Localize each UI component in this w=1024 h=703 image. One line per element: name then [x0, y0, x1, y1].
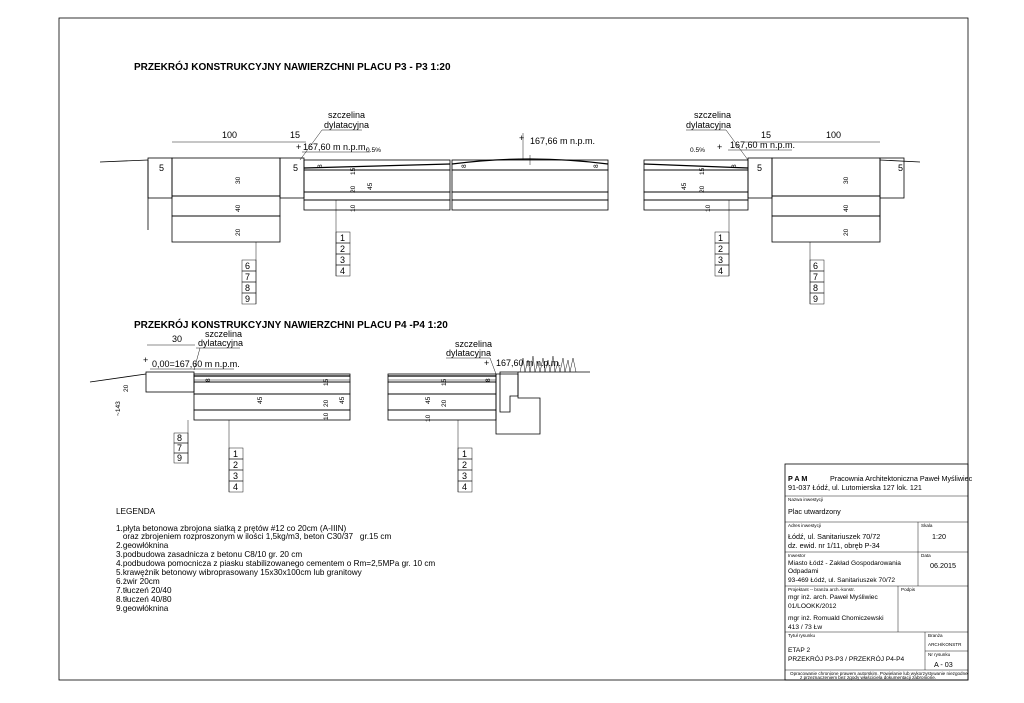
- dim-8-p4-left: 8: [205, 378, 212, 382]
- dim-15-right-v: 15: [699, 167, 706, 175]
- callout-4-right: 4: [718, 266, 724, 276]
- tb-address-2: dz. ewid. nr 1/11, obręb P-34: [788, 541, 880, 550]
- callout-1-p4-left: 1: [233, 449, 239, 459]
- dim-8-p4-right: 8: [485, 378, 492, 382]
- tb-label-designer: Projektant -- branża arch.-konstr.: [788, 587, 855, 592]
- gap-label-left-2: dylatacyjna: [324, 120, 370, 130]
- gap-label-p4-left-2: dylatacyjna: [198, 338, 244, 348]
- elevation-mark-mid: +: [519, 133, 525, 143]
- tb-designer-1: mgr inż. arch. Paweł Myśliwiec: [788, 594, 878, 601]
- tb-designer-2: 01/LOOKK/2012: [788, 603, 837, 610]
- tb-label-branch: Branża: [928, 633, 943, 638]
- dim-45-left-v: 45: [367, 182, 374, 190]
- tb-firm-address: 91-037 Łódź, ul. Lutomierska 127 lok. 121: [788, 483, 922, 492]
- gap-label-p4-right-2: dylatacyjna: [446, 348, 492, 358]
- dim-20-right-v: 20: [699, 185, 706, 193]
- legend-heading: LEGENDA: [116, 507, 156, 516]
- tb-branch: ARCH/KONSTR: [928, 642, 962, 647]
- tb-firm-name: Pracownia Architektoniczna Paweł Myśliwiec: [830, 474, 973, 483]
- callout-1-left: 1: [340, 233, 346, 243]
- dim-10-p4-left: 10: [323, 412, 330, 420]
- dim-15-left-v: 15: [350, 167, 357, 175]
- p3-left-structure: [148, 158, 450, 242]
- dim-100-right: 100: [826, 130, 842, 140]
- tb-label-investment: Nazwa inwestycji: [788, 497, 823, 502]
- gap-label-right-2: dylatacyjna: [686, 120, 732, 130]
- elevation-p3-right: 167,60 m n.p.m.: [730, 140, 796, 150]
- tb-investor-1: Miasto Łódź - Zakład Gospodarowania: [788, 560, 901, 567]
- callout-8-right: 8: [813, 283, 819, 293]
- callout-1-p4-right: 1: [462, 449, 468, 459]
- legend-item-1: 1.płyta betonowa zbrojona siatką z prętów #12 co 20cm (A-IIIN): [116, 524, 347, 533]
- dim-15-left: 15: [290, 130, 301, 140]
- tb-drawing-title-1: ETAP 2: [788, 647, 811, 654]
- dim-15-right: 15: [761, 130, 772, 140]
- dim-100-left: 100: [222, 130, 238, 140]
- p4-left-structure: [146, 372, 350, 420]
- legend-item-2: 2.geowłóknina: [116, 541, 169, 550]
- dim-8-mid-left: 8: [461, 164, 468, 168]
- elevation-mark-left: +: [296, 142, 302, 152]
- gap-label-p4-right-1: szczelina: [455, 339, 493, 349]
- dim-30-right: 30: [843, 176, 850, 184]
- callout-4-left: 4: [340, 266, 346, 276]
- elevation-mark-p4-left: +: [143, 355, 149, 365]
- slope-left: 0.5%: [366, 147, 382, 154]
- legend-item-1b: oraz zbrojeniem rozproszonym w ilości 1,5kg/m3, beton C30/37 gr.15 cm: [116, 532, 392, 541]
- tb-label-scale: Skala: [921, 523, 933, 528]
- callout-7-p4: 7: [177, 443, 183, 453]
- elevation-p4-right: 167,60 m n.p.m.: [496, 358, 562, 368]
- legend-item-3: 3.podbudowa zasadnicza z betonu C8/10 gr. 20 cm: [116, 550, 303, 559]
- tb-label-drawing-title: Tytuł rysunku: [788, 633, 816, 638]
- elevation-mark-p4-right: +: [484, 358, 490, 368]
- tb-investor-3: 93-469 Łódź, ul. Sanitariuszek 70/72: [788, 577, 896, 584]
- ground-line-p4: [90, 374, 146, 382]
- callout-9-left: 9: [245, 294, 251, 304]
- p3-middle-structure: [452, 155, 608, 210]
- callout-8-p4: 8: [177, 433, 183, 443]
- tb-label-address: Adres inwestycji: [788, 523, 821, 528]
- tb-label-investor: Inwestor: [788, 553, 806, 558]
- tb-scale: 1:20: [932, 532, 946, 541]
- title-section-p4: PRZEKRÓJ KONSTRUKCYJNY NAWIERZCHNI PLACU P4 -P4 1:20: [134, 320, 448, 331]
- dim-5-right-inner: 5: [757, 163, 763, 173]
- tb-investment: Plac utwardzony: [788, 507, 841, 516]
- dim-143-p4: ~143: [115, 401, 122, 416]
- dim-40-right: 40: [843, 204, 850, 212]
- dim-10-p4-right: 10: [425, 414, 432, 422]
- dim-45-right-v: 45: [681, 182, 688, 190]
- title-section-p3: PRZEKRÓJ KONSTRUKCYJNY NAWIERZCHNI PLACU P3 - P3 1:20: [134, 62, 451, 73]
- dim-15-p4-right: 15: [441, 378, 448, 386]
- dim-20-p4-left: 20: [323, 399, 330, 407]
- dim-5-left-outer: 5: [159, 163, 165, 173]
- callout-2-p4-right: 2: [462, 460, 468, 470]
- gap-label-left-1: szczelina: [328, 110, 366, 120]
- tb-address-1: Łódź, ul. Sanitariuszek 70/72: [788, 532, 881, 541]
- legend-item-8: 8.tłuczeń 40/80: [116, 595, 172, 604]
- callout-7-left: 7: [245, 272, 251, 282]
- dim-45-p4-left: 45: [257, 396, 264, 404]
- callout-3-p4-left: 3: [233, 471, 239, 481]
- legend-item-6: 6.żwir 20cm: [116, 577, 160, 586]
- callout-9-p4: 9: [177, 453, 183, 463]
- dim-8-mid-right: 8: [593, 164, 600, 168]
- dim-5-left-inner: 5: [293, 163, 299, 173]
- callout-3-right: 3: [718, 255, 724, 265]
- dim-20-left-v: 20: [350, 185, 357, 193]
- ground-line-left: [100, 160, 148, 162]
- tb-drawing-title-2: PRZEKRÓJ P3-P3 / PRZEKRÓJ P4-P4: [788, 656, 905, 663]
- callout-8-left: 8: [245, 283, 251, 293]
- gap-label-right-1: szczelina: [694, 110, 732, 120]
- callout-3-p4-right: 3: [462, 471, 468, 481]
- dim-8-left: 8: [317, 164, 324, 168]
- dim-20-p4-right: 20: [441, 399, 448, 407]
- elevation-p3-mid: 167,66 m n.p.m.: [530, 136, 596, 146]
- dim-5-right-outer: 5: [898, 163, 904, 173]
- ground-line-right: [880, 160, 920, 162]
- tb-label-signature: Podpis: [901, 587, 916, 592]
- elevation-p4-left: 0,00=167,60 m n.p.m.: [152, 359, 240, 369]
- elevation-p3-left: 167,60 m n.p.m.: [303, 142, 369, 152]
- gap-label-p4-left-1: szczelina: [205, 329, 243, 339]
- tb-investor-2: Odpadami: [788, 568, 819, 575]
- dim-10-right-v: 10: [705, 204, 712, 212]
- callout-2-p4-left: 2: [233, 460, 239, 470]
- tb-label-drawing-no: Nr rysunku: [928, 652, 951, 657]
- callout-3-left: 3: [340, 255, 346, 265]
- legend-item-9: 9.geowłóknina: [116, 604, 169, 613]
- callout-9-right: 9: [813, 294, 819, 304]
- slope-right: 0.5%: [690, 147, 706, 154]
- elevation-mark-right: +: [717, 142, 723, 152]
- dim-40-left: 40: [235, 204, 242, 212]
- p3-right-structure: [644, 158, 904, 242]
- dim-30-p4: 30: [172, 334, 183, 344]
- legend-item-4: 4.podbudowa pomocnicza z piasku stabilizowanego cementem o Rm=2,5MPa gr. 10 cm: [116, 559, 436, 568]
- callout-2-left: 2: [340, 244, 346, 254]
- callout-6-right: 6: [813, 261, 819, 271]
- dim-20-left: 20: [235, 228, 242, 236]
- callout-2-right: 2: [718, 244, 724, 254]
- tb-footer-2: z przeznaczeniem bez zgody właściciela dokumentacji zabronione.: [800, 675, 937, 680]
- callout-4-p4-right: 4: [462, 482, 468, 492]
- legend-item-5: 5.krawężnik betonowy wibroprasowany 15x30x100cm lub granitowy: [116, 568, 362, 577]
- tb-designer-3: mgr inż. Romuald Chomiczewski: [788, 615, 884, 622]
- dim-20-p4-curb: 20: [123, 384, 130, 392]
- callout-6-left: 6: [245, 261, 251, 271]
- dim-8-right: 8: [731, 164, 738, 168]
- dim-15-p4-left: 15: [323, 378, 330, 386]
- tb-footer-1: Opracowanie chronione prawem autorskim. Powielanie lub wykorzystywanie niezgodne: [790, 671, 968, 676]
- tb-date: 06.2015: [930, 561, 956, 570]
- callout-4-p4-left: 4: [233, 482, 239, 492]
- tb-firm-code: P A M: [788, 474, 808, 483]
- dim-45-p4-left-total: 45: [339, 396, 346, 404]
- legend: [116, 507, 435, 613]
- callout-1-right: 1: [718, 233, 724, 243]
- tb-label-date: Data: [921, 553, 931, 558]
- tb-designer-4: 413 / 73 Łw: [788, 624, 823, 631]
- callout-7-right: 7: [813, 272, 819, 282]
- dim-20-right: 20: [843, 228, 850, 236]
- legend-item-7: 7.tłuczeń 20/40: [116, 586, 172, 595]
- tb-drawing-no: A - 03: [934, 660, 953, 669]
- dim-30-left: 30: [235, 176, 242, 184]
- dim-10-left-v: 10: [350, 204, 357, 212]
- dim-45-p4-right: 45: [425, 396, 432, 404]
